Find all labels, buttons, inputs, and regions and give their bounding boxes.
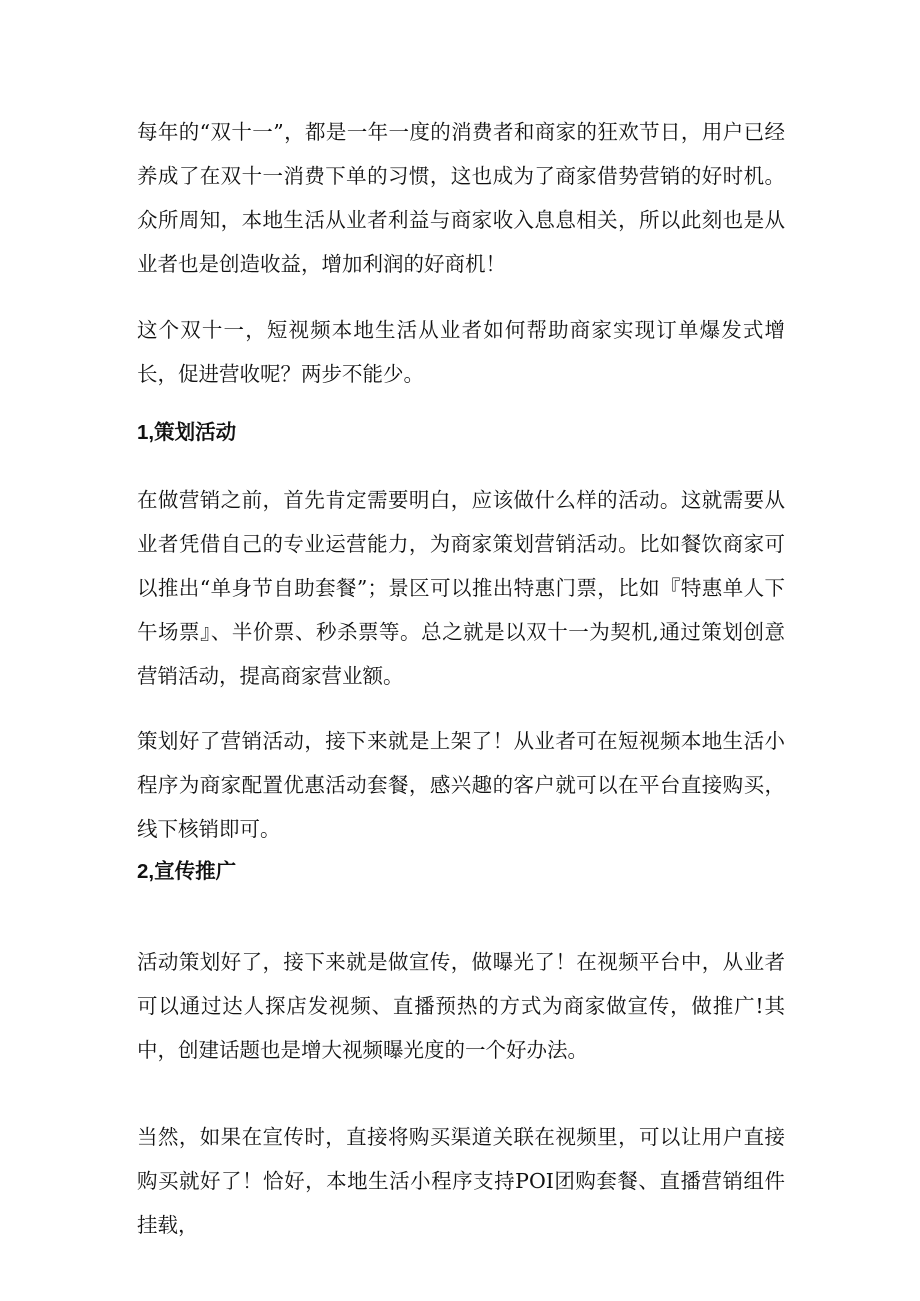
paragraph-planning-activities: 在做营销之前，首先肯定需要明白，应该做什么样的活动。这就需要从业者凭借自己的专业运营能力，为商家策划营销活动。比如餐饮商家可以推出“单身节自助套餐”；景区可以推出特惠门票，比如『特惠单人下午场票』、半价票、秒杀票等。总之就是以双十一为契机,通过策划创意营销活动，提高商家营业额。 [137,488,785,688]
paragraph-purchase-channel: 当然，如果在宣传时，直接将购买渠道关联在视频里，可以让用户直接购买就好了！恰好，本地生活小程序支持POI团购套餐、直播营销组件挂载， [137,1125,785,1237]
paragraph-listing: 策划好了营销活动，接下来就是上架了！从业者可在短视频本地生活小程序为商家配置优惠活动套餐，感兴趣的客户就可以在平台直接购买，线下核销即可。 [137,729,785,841]
section-heading-planning: 1,策划活动 [137,421,237,444]
paragraph-question: 这个双十一，短视频本地生活从业者如何帮助商家实现订单爆发式增长，促进营收呢？两步不能少。 [137,318,785,386]
section-heading-promotion: 2,宣传推广 [137,860,237,883]
paragraph-intro: 每年的“双十一”，都是一年一度的消费者和商家的狂欢节日，用户已经养成了在双十一消费下单的习惯，这也成为了商家借势营销的好时机。众所周知，本地生活从业者利益与商家收入息息相关，所以此刻也是从业者也是创造收益，增加利润的好商机！ [137,120,785,276]
paragraph-promotion: 活动策划好了，接下来就是做宣传，做曝光了！在视频平台中，从业者可以通过达人探店发视频、直播预热的方式为商家做宣传，做推广!其中，创建话题也是增大视频曝光度的一个好办法。 [137,950,785,1062]
